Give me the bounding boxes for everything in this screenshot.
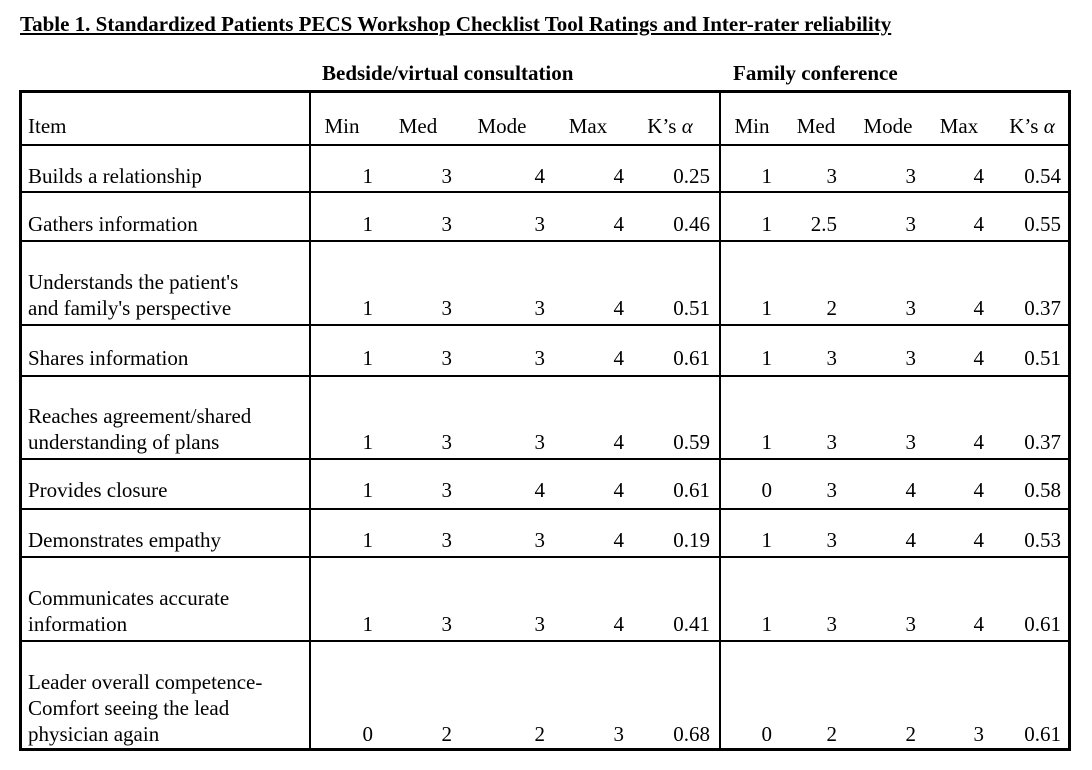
bedside-value-min: 1 (362, 212, 373, 236)
family-value-min: 1 (761, 212, 772, 236)
family-value-k: 0.51 (1024, 346, 1061, 370)
family-value-med: 2.5 (810, 212, 837, 236)
row-item-line: Reaches agreement/shared (28, 404, 252, 428)
row-item-line: Leader overall competence- (28, 670, 263, 694)
row-item-label (28, 669, 303, 747)
bedside-value-max: 4 (613, 478, 624, 502)
family-header-k (992, 113, 1072, 139)
bedside-value-min: 1 (362, 478, 373, 502)
bedside-header-med: Med (398, 114, 438, 138)
table-title: Table 1. Standardized Patients PECS Workshop Checklist Tool Ratings and Inter-rater reliability (20, 12, 892, 36)
family-value-med: 3 (826, 430, 837, 454)
row-item-label (28, 163, 303, 189)
family-value-max: 4 (973, 528, 984, 552)
family-value-k: 0.53 (1024, 528, 1061, 552)
family-header-k-label: K’s (1009, 114, 1039, 138)
bedside-value-max: 4 (613, 528, 624, 552)
bedside-value-k: 0.61 (673, 346, 710, 370)
bedside-value-max: 4 (613, 164, 624, 188)
bedside-value-med: 3 (441, 478, 452, 502)
family-header-min: Min (734, 114, 770, 138)
family-header-alpha-symbol: α (1043, 114, 1055, 138)
row-item-line: Shares information (28, 346, 189, 370)
family-value-mode: 2 (905, 722, 916, 746)
column-divider-bedside (309, 90, 311, 751)
family-value-min: 1 (761, 164, 772, 188)
bedside-value-max: 4 (613, 346, 624, 370)
bedside-value-med: 3 (441, 612, 452, 636)
bedside-value-min: 1 (362, 430, 373, 454)
family-value-min: 1 (761, 296, 772, 320)
row-divider (19, 556, 1071, 558)
row-item-label (28, 477, 303, 503)
family-value-k: 0.61 (1024, 612, 1061, 636)
family-value-max: 4 (973, 430, 984, 454)
bedside-value-med: 3 (441, 212, 452, 236)
family-value-med: 3 (826, 164, 837, 188)
family-value-mode: 4 (905, 478, 916, 502)
bedside-value-med: 3 (441, 528, 452, 552)
bedside-value-mode: 3 (534, 528, 545, 552)
bedside-value-min: 1 (362, 528, 373, 552)
bedside-value-mode: 3 (534, 612, 545, 636)
column-header-item: Item (28, 114, 67, 138)
row-item-label (28, 403, 303, 455)
bedside-value-max: 4 (613, 296, 624, 320)
bedside-value-k: 0.68 (673, 722, 710, 746)
bedside-value-mode: 4 (534, 478, 545, 502)
row-item-line: Understands the patient's (28, 270, 239, 294)
bedside-header-min: Min (324, 114, 360, 138)
row-item-line: information (28, 612, 128, 636)
family-value-k: 0.55 (1024, 212, 1061, 236)
row-item-line: physician again (28, 722, 160, 746)
bedside-header-alpha-symbol: α (681, 114, 693, 138)
bedside-value-k: 0.59 (673, 430, 710, 454)
row-divider (19, 240, 1071, 242)
bedside-value-k: 0.41 (673, 612, 710, 636)
family-header-med: Med (796, 114, 836, 138)
bedside-value-max: 4 (613, 430, 624, 454)
bedside-value-k: 0.61 (673, 478, 710, 502)
bedside-value-med: 3 (441, 296, 452, 320)
row-divider (19, 375, 1071, 377)
bedside-value-max: 4 (613, 612, 624, 636)
family-value-med: 3 (826, 612, 837, 636)
bedside-value-min: 1 (362, 164, 373, 188)
bedside-value-med: 3 (441, 346, 452, 370)
family-value-max: 4 (973, 478, 984, 502)
bedside-value-mode: 3 (534, 296, 545, 320)
bedside-value-min: 0 (362, 722, 373, 746)
family-value-max: 4 (973, 346, 984, 370)
bedside-value-mode: 3 (534, 346, 545, 370)
column-divider-family (719, 90, 721, 751)
group-header-family: Family conference (733, 61, 898, 85)
row-divider (19, 458, 1071, 460)
family-header-mode: Mode (863, 114, 913, 138)
family-value-k: 0.54 (1024, 164, 1061, 188)
bedside-value-k: 0.25 (673, 164, 710, 188)
group-header-bedside: Bedside/virtual consultation (322, 61, 574, 85)
family-value-med: 2 (826, 296, 837, 320)
row-item-line: Communicates accurate (28, 586, 230, 610)
family-value-min: 1 (761, 528, 772, 552)
family-value-max: 4 (973, 212, 984, 236)
row-divider (19, 144, 1071, 146)
row-item-line: Comfort seeing the lead (28, 696, 230, 720)
bedside-value-min: 1 (362, 296, 373, 320)
row-item-label (28, 269, 303, 321)
family-value-mode: 4 (905, 528, 916, 552)
bedside-header-k (630, 113, 710, 139)
row-item-line: Builds a relationship (28, 164, 202, 188)
row-item-label (28, 585, 303, 637)
bedside-value-med: 3 (441, 430, 452, 454)
family-value-mode: 3 (905, 164, 916, 188)
family-value-max: 4 (973, 612, 984, 636)
family-value-k: 0.58 (1024, 478, 1061, 502)
family-value-med: 3 (826, 346, 837, 370)
family-value-min: 1 (761, 346, 772, 370)
family-value-k: 0.61 (1024, 722, 1061, 746)
bedside-value-min: 1 (362, 612, 373, 636)
family-value-mode: 3 (905, 346, 916, 370)
bedside-header-mode: Mode (477, 114, 527, 138)
bedside-value-med: 3 (441, 164, 452, 188)
bedside-value-mode: 2 (534, 722, 545, 746)
bedside-value-max: 4 (613, 212, 624, 236)
family-value-min: 1 (761, 430, 772, 454)
family-value-mode: 3 (905, 296, 916, 320)
family-value-min: 0 (761, 722, 772, 746)
family-value-mode: 3 (905, 212, 916, 236)
bedside-value-mode: 3 (534, 430, 545, 454)
row-divider (19, 324, 1071, 326)
family-value-max: 4 (973, 296, 984, 320)
bedside-value-k: 0.46 (673, 212, 710, 236)
family-value-min: 1 (761, 612, 772, 636)
bedside-value-mode: 4 (534, 164, 545, 188)
bedside-value-med: 2 (441, 722, 452, 746)
bedside-value-k: 0.51 (673, 296, 710, 320)
family-value-med: 3 (826, 478, 837, 502)
family-value-k: 0.37 (1024, 296, 1061, 320)
row-item-line: and family's perspective (28, 296, 232, 320)
family-value-min: 0 (761, 478, 772, 502)
row-item-label (28, 527, 303, 553)
row-divider (19, 640, 1071, 642)
family-value-med: 3 (826, 528, 837, 552)
row-item-label (28, 211, 303, 237)
family-value-k: 0.37 (1024, 430, 1061, 454)
family-value-mode: 3 (905, 430, 916, 454)
row-item-line: Gathers information (28, 212, 198, 236)
row-item-line: Demonstrates empathy (28, 528, 222, 552)
family-value-mode: 3 (905, 612, 916, 636)
row-divider (19, 191, 1071, 193)
row-item-line: Provides closure (28, 478, 168, 502)
row-divider (19, 508, 1071, 510)
bedside-value-mode: 3 (534, 212, 545, 236)
family-header-max: Max (939, 114, 979, 138)
bedside-value-max: 3 (613, 722, 624, 746)
row-item-line: understanding of plans (28, 430, 220, 454)
family-value-max: 4 (973, 164, 984, 188)
bedside-value-min: 1 (362, 346, 373, 370)
bedside-header-k-label: K’s (647, 114, 677, 138)
row-item-label (28, 345, 303, 371)
family-value-med: 2 (826, 722, 837, 746)
bedside-header-max: Max (568, 114, 608, 138)
family-value-max: 3 (973, 722, 984, 746)
bedside-value-k: 0.19 (673, 528, 710, 552)
